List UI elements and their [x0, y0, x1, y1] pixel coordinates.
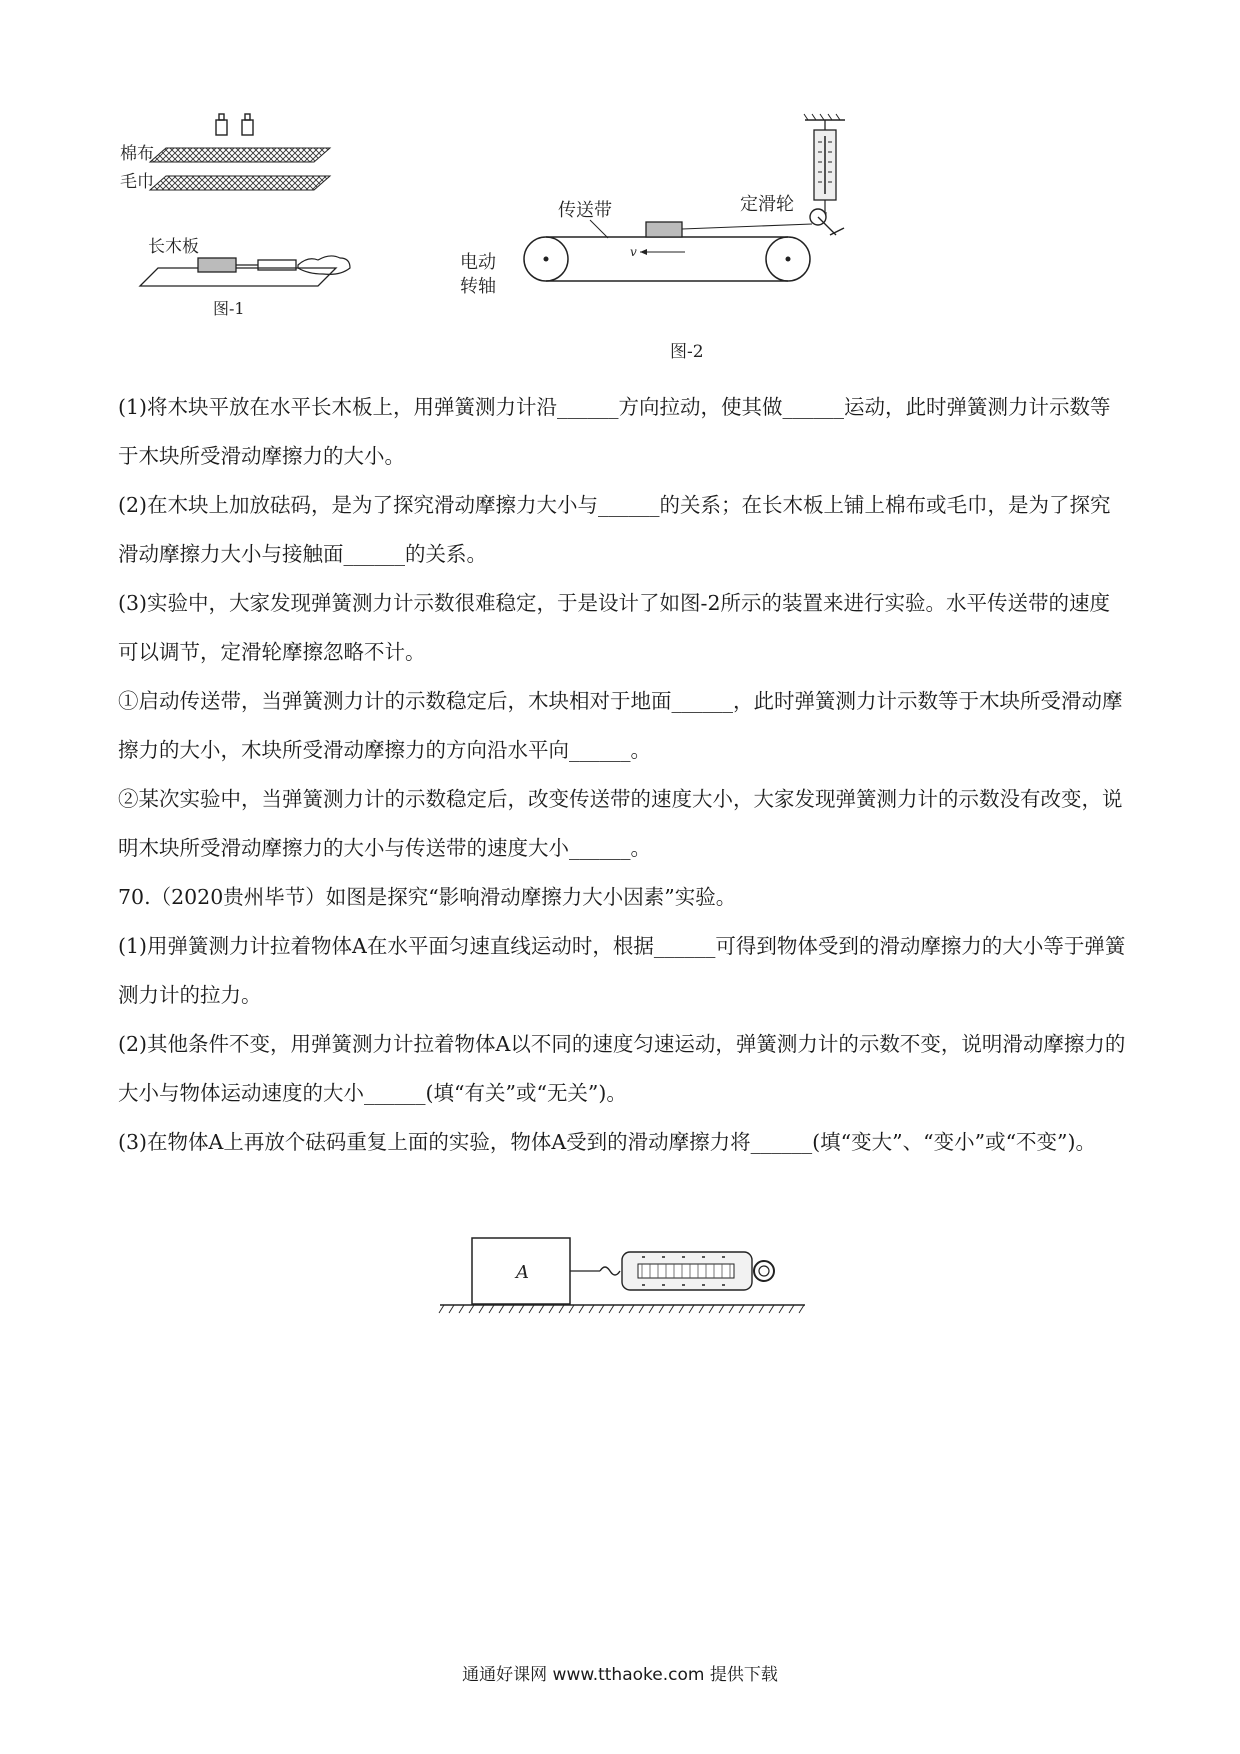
figure-3-block-and-scale	[440, 1228, 810, 1318]
question-69-part-1: (1)将木块平放在水平长木板上，用弹簧测力计沿______方向拉动，使其做______运动，此时弹簧测力计示数等于木块所受滑动摩擦力的大小。	[118, 395, 1111, 468]
figure-1-friction-setup	[118, 108, 418, 368]
figure-2-conveyor-setup	[460, 112, 870, 372]
question-70-part-2: (2)其他条件不变，用弹簧测力计拉着物体A以不同的速度匀速运动，弹簧测力计的示数不变，说明滑动摩擦力的大小与物体运动速度的大小______(填“有关”或“无关”)。	[118, 1032, 1126, 1105]
motor-label-line2: 转轴	[460, 276, 496, 297]
question-69-part-3-1: ①启动传送带，当弹簧测力计的示数稳定后，木块相对于地面______，此时弹簧测力计示数等于木块所受滑动摩擦力的大小，木块所受滑动摩擦力的方向沿水平向______。	[118, 689, 1123, 762]
velocity-label: v	[630, 245, 637, 259]
page-footer: 通通好课网 www.tthaoke.com 提供下载	[462, 1665, 778, 1685]
question-70-part-3: (3)在物体A上再放个砝码重复上面的实验，物体A受到的滑动摩擦力将______(填“变大”、“变小”或“不变”)。	[118, 1130, 1097, 1154]
weights-icon	[216, 114, 253, 135]
belt-label: 传送带	[558, 200, 612, 221]
figure-2-caption: 图-2	[670, 342, 704, 362]
cotton-label: 棉布	[120, 144, 154, 164]
wood-block	[198, 258, 236, 272]
object-a-label: A	[516, 1262, 529, 1283]
board-label: 长木板	[148, 237, 199, 257]
question-69-part-3-2: ②某次实验中，当弹簧测力计的示数稳定后，改变传送带的速度大小，大家发现弹簧测力计的示数没有改变，说明木块所受滑动摩擦力的大小与传送带的速度大小______。	[118, 787, 1123, 860]
hand-icon	[298, 256, 350, 274]
towel-cloth	[150, 176, 330, 190]
figure-1-caption: 图-1	[213, 299, 245, 318]
question-70-title: 70.（2020贵州毕节）如图是探究“影响滑动摩擦力大小因素”实验。	[118, 885, 737, 909]
towel-label: 毛巾	[120, 172, 154, 192]
cotton-cloth	[150, 148, 330, 162]
wood-block	[646, 222, 682, 237]
spring-scale-icon	[622, 1252, 774, 1290]
question-69-part-3: (3)实验中，大家发现弹簧测力计示数很难稳定，于是设计了如图-2所示的装置来进行实验。水平传送带的速度可以调节，定滑轮摩擦忽略不计。	[118, 591, 1111, 664]
conveyor-belt	[524, 237, 810, 281]
motor-label-line1: 电动	[460, 252, 496, 273]
question-70-part-1: (1)用弹簧测力计拉着物体A在水平面匀速直线运动时，根据______可得到物体受到的滑动摩擦力的大小等于弹簧测力计的拉力。	[118, 934, 1126, 1007]
spring-scale-icon	[814, 130, 836, 200]
arrow-left-icon	[640, 249, 647, 255]
pulley-label: 定滑轮	[740, 194, 794, 215]
question-69-part-2: (2)在木块上加放砝码，是为了探究滑动摩擦力大小与______的关系；在长木板上铺上棉布或毛巾，是为了探究滑动摩擦力大小与接触面______的关系。	[118, 493, 1111, 566]
long-board	[140, 268, 336, 286]
